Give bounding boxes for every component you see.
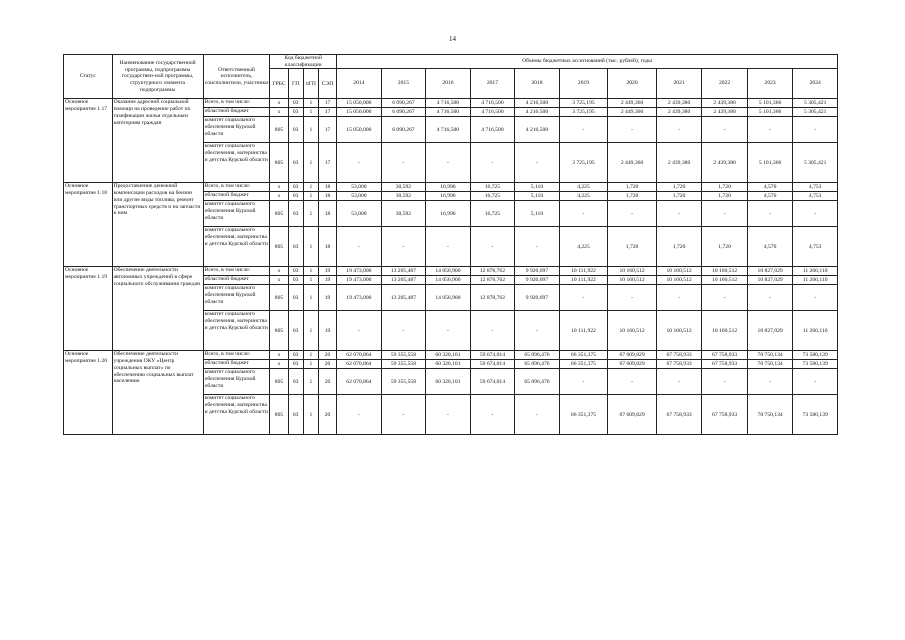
code-grbs-cell: 805 [270, 117, 288, 143]
code-grbs-cell: x [270, 351, 288, 360]
code-sep-cell: 17 [318, 99, 336, 108]
code-pgp-cell: 1 [303, 143, 318, 183]
value-cell: 4 716,500 [470, 117, 515, 143]
value-cell: 59 674,014 [470, 360, 515, 369]
value-cell: 5 305,421 [793, 99, 838, 108]
code-grbs-cell: x [270, 192, 288, 201]
code-sep-cell: 19 [318, 311, 336, 351]
value-cell: 1,720 [608, 227, 657, 267]
value-cell: 5,110 [515, 183, 560, 192]
value-cell: - [559, 201, 608, 227]
participant-cell: комитет социального обеспечения, материнства и детства Курской области [203, 395, 270, 435]
header-year: 2018 [515, 69, 560, 99]
code-sep-cell: 18 [318, 183, 336, 192]
header-code-gp: ГП [288, 69, 303, 99]
participant-cell: комитет социального обеспечения Курской области [203, 369, 270, 395]
value-cell: - [793, 117, 838, 143]
value-cell: 14 056,900 [426, 267, 471, 276]
value-cell: 10 111,922 [559, 267, 608, 276]
value-cell: 5 101,366 [747, 143, 793, 183]
code-grbs-cell: 805 [270, 201, 288, 227]
header-name: Наименование государственной программы, подпрограммы государствен-ной программы, структурного элемента подпрограммы [112, 55, 203, 99]
value-cell: 65 096,476 [515, 351, 560, 360]
value-cell: - [747, 369, 793, 395]
code-pgp-cell: 1 [303, 395, 318, 435]
participant-cell: комитет социального обеспечения Курской области [203, 285, 270, 311]
header-year: 2020 [608, 69, 657, 99]
value-cell: - [470, 143, 515, 183]
value-cell: 30,592 [381, 192, 426, 201]
budget-table [63, 54, 838, 435]
value-cell: - [656, 369, 702, 395]
value-cell: 16,725 [470, 192, 515, 201]
value-cell: 16,725 [470, 201, 515, 227]
code-sep-cell: 18 [318, 192, 336, 201]
value-cell: 59 674,014 [470, 351, 515, 360]
value-cell: 10 160,512 [608, 276, 657, 285]
header-status: Статус [64, 55, 113, 99]
value-cell: - [608, 201, 657, 227]
table-row [64, 267, 838, 276]
code-sep-cell: 20 [318, 369, 336, 395]
value-cell: 59 355,558 [381, 360, 426, 369]
value-cell: - [381, 227, 426, 267]
value-cell: 11 260,110 [793, 267, 838, 276]
header-year: 2015 [381, 69, 426, 99]
value-cell: 2 449,360 [608, 108, 657, 117]
value-cell: 70 750,134 [747, 351, 793, 360]
code-pgp-cell: 1 [303, 183, 318, 192]
value-cell: 67 758,933 [656, 360, 702, 369]
participant-cell: комитет социального обеспечения, материнства и детства Курской области [203, 227, 270, 267]
value-cell: - [608, 285, 657, 311]
code-pgp-cell: 1 [303, 276, 318, 285]
value-cell: 2 449,360 [608, 143, 657, 183]
value-cell: - [656, 285, 702, 311]
value-cell: 10 827,029 [747, 276, 793, 285]
code-gp-cell: 03 [288, 192, 303, 201]
code-pgp-cell: 1 [303, 192, 318, 201]
code-sep-cell: 20 [318, 395, 336, 435]
code-pgp-cell: 1 [303, 360, 318, 369]
value-cell: 19 473,000 [337, 285, 382, 311]
value-cell: 10 160,512 [656, 276, 702, 285]
code-gp-cell: 03 [288, 351, 303, 360]
value-cell: - [702, 201, 748, 227]
value-cell: 4,225 [559, 183, 608, 192]
header-code-sep: СЭП [318, 69, 336, 99]
value-cell: 6 090,267 [381, 117, 426, 143]
code-gp-cell: 03 [288, 267, 303, 276]
value-cell: 2 439,380 [702, 108, 748, 117]
code-pgp-cell: 1 [303, 285, 318, 311]
value-cell: 5 101,366 [747, 108, 793, 117]
header-executor: Ответственный исполнитель, соисполнители, участники [203, 55, 270, 99]
header-year: 2019 [559, 69, 608, 99]
value-cell: 19 473,000 [337, 267, 382, 276]
value-cell: 10 160,512 [702, 311, 748, 351]
value-cell: - [515, 143, 560, 183]
value-cell: 2 439,380 [702, 143, 748, 183]
value-cell: 9 920,697 [515, 267, 560, 276]
value-cell: 2 439,380 [656, 143, 702, 183]
value-cell: 60 320,101 [426, 351, 471, 360]
value-cell: 62 070,864 [337, 360, 382, 369]
code-sep-cell: 20 [318, 360, 336, 369]
code-grbs-cell: x [270, 360, 288, 369]
event-name: Обеспечение деятельности учреждения ОКУ «Центр социальных выплат» по обеспечению социальных выплат населению [112, 351, 203, 435]
code-grbs-cell: 805 [270, 285, 288, 311]
value-cell: 12 878,762 [470, 267, 515, 276]
value-cell: 4,225 [559, 192, 608, 201]
participant-cell: комитет социального обеспечения Курской области [203, 117, 270, 143]
code-gp-cell: 03 [288, 143, 303, 183]
value-cell: 70 750,134 [747, 360, 793, 369]
value-cell: 2 449,360 [608, 99, 657, 108]
value-cell: - [559, 117, 608, 143]
value-cell: 1,720 [702, 192, 748, 201]
table-row [64, 99, 838, 108]
value-cell: - [747, 285, 793, 311]
code-gp-cell: 03 [288, 201, 303, 227]
header-year: 2021 [656, 69, 702, 99]
value-cell: 15 050,000 [337, 117, 382, 143]
value-cell: - [608, 369, 657, 395]
value-cell: 1,720 [702, 227, 748, 267]
value-cell: - [747, 117, 793, 143]
event-status: Основное мероприятие 1.18 [64, 183, 113, 267]
table-header [64, 55, 838, 99]
value-cell: 67 609,829 [608, 395, 657, 435]
value-cell: 14 056,900 [426, 276, 471, 285]
code-gp-cell: 03 [288, 99, 303, 108]
code-sep-cell: 19 [318, 267, 336, 276]
header-budget-code: Код бюджетной классификации [270, 55, 337, 69]
code-sep-cell: 19 [318, 285, 336, 311]
value-cell: 5 101,366 [747, 99, 793, 108]
code-grbs-cell: 805 [270, 311, 288, 351]
value-cell: 67 758,933 [656, 395, 702, 435]
code-pgp-cell: 1 [303, 108, 318, 117]
value-cell: - [559, 369, 608, 395]
code-gp-cell: 03 [288, 285, 303, 311]
value-cell: - [702, 285, 748, 311]
value-cell: 4 716,500 [470, 108, 515, 117]
header-year: 2023 [747, 69, 793, 99]
value-cell: - [702, 117, 748, 143]
code-pgp-cell: 1 [303, 369, 318, 395]
value-cell: 66 351,375 [559, 395, 608, 435]
value-cell: 15 050,000 [337, 108, 382, 117]
value-cell: 11 260,110 [793, 311, 838, 351]
value-cell: 16,725 [470, 183, 515, 192]
value-cell: 59 355,558 [381, 351, 426, 360]
value-cell: 66 351,375 [559, 351, 608, 360]
value-cell: 12 878,762 [470, 285, 515, 311]
event-name: Оказание адресной социальной помощи на проведение работ по газификации жилья отдельным категориям граждан [112, 99, 203, 183]
value-cell: 4,570 [747, 227, 793, 267]
value-cell: - [656, 117, 702, 143]
value-cell: 4 716,500 [426, 99, 471, 108]
value-cell: - [470, 311, 515, 351]
code-gp-cell: 03 [288, 276, 303, 285]
value-cell: 4,570 [747, 192, 793, 201]
header-code-grbs: ГРБС [270, 69, 288, 99]
value-cell: 60 320,101 [426, 360, 471, 369]
value-cell: 67 758,933 [702, 351, 748, 360]
value-cell: 62 070,864 [337, 351, 382, 360]
code-pgp-cell: 1 [303, 99, 318, 108]
value-cell: 4 216,500 [515, 99, 560, 108]
value-cell: 10 160,512 [702, 276, 748, 285]
value-cell: 4 716,500 [426, 108, 471, 117]
value-cell: 70 750,134 [747, 395, 793, 435]
value-cell: - [559, 285, 608, 311]
code-pgp-cell: 1 [303, 351, 318, 360]
value-cell: 59 355,558 [381, 369, 426, 395]
value-cell: 67 758,933 [656, 351, 702, 360]
value-cell: 60 320,101 [426, 369, 471, 395]
value-cell: 4,753 [793, 192, 838, 201]
value-cell: - [515, 395, 560, 435]
participant-cell: комитет социального обеспечения Курской области [203, 201, 270, 227]
value-cell: 59 674,014 [470, 369, 515, 395]
value-cell: - [793, 201, 838, 227]
code-grbs-cell: 805 [270, 369, 288, 395]
value-cell: - [381, 143, 426, 183]
value-cell: 19 473,000 [337, 276, 382, 285]
code-gp-cell: 03 [288, 395, 303, 435]
value-cell: - [381, 311, 426, 351]
value-cell: 5,110 [515, 201, 560, 227]
header-year: 2016 [426, 69, 471, 99]
value-cell: 13 205,487 [381, 267, 426, 276]
value-cell: 67 609,829 [608, 351, 657, 360]
value-cell: - [470, 227, 515, 267]
value-cell: 53,000 [337, 192, 382, 201]
header-year: 2014 [337, 69, 382, 99]
table-row [64, 183, 838, 192]
event-status: Основное мероприятие 1.20 [64, 351, 113, 435]
value-cell: 65 096,476 [515, 360, 560, 369]
event-name: Обеспечение деятельности автономных учреждений в сфере социального обслуживания граждан [112, 267, 203, 351]
code-sep-cell: 20 [318, 351, 336, 360]
value-cell: - [608, 117, 657, 143]
code-grbs-cell: x [270, 267, 288, 276]
value-cell: 6 090,267 [381, 99, 426, 108]
value-cell: - [470, 395, 515, 435]
participant-cell: областной бюджет [203, 192, 270, 201]
table-row [64, 351, 838, 360]
value-cell: 73 580,139 [793, 351, 838, 360]
value-cell: 2 439,380 [656, 99, 702, 108]
value-cell: 4 716,500 [470, 99, 515, 108]
event-status: Основное мероприятие 1.19 [64, 267, 113, 351]
value-cell: 16,996 [426, 183, 471, 192]
value-cell: 3 725,195 [559, 143, 608, 183]
value-cell: - [337, 227, 382, 267]
event-status: Основное мероприятие 1.17 [64, 99, 113, 183]
value-cell: 30,592 [381, 201, 426, 227]
value-cell: 66 351,375 [559, 360, 608, 369]
page-number: 14 [449, 35, 456, 43]
header-year: 2022 [702, 69, 748, 99]
value-cell: 5,110 [515, 192, 560, 201]
value-cell: 53,000 [337, 183, 382, 192]
code-grbs-cell: x [270, 276, 288, 285]
value-cell: 10 827,029 [747, 311, 793, 351]
participant-cell: областной бюджет [203, 276, 270, 285]
value-cell: 10 160,512 [702, 267, 748, 276]
value-cell: 4 216,500 [515, 108, 560, 117]
value-cell: 4,753 [793, 183, 838, 192]
participant-cell: комитет социального обеспечения, материнства и детства Курской области [203, 311, 270, 351]
value-cell: - [337, 311, 382, 351]
value-cell: 4 716,500 [426, 117, 471, 143]
value-cell: - [426, 143, 471, 183]
code-grbs-cell: 805 [270, 395, 288, 435]
value-cell: 65 096,476 [515, 369, 560, 395]
code-pgp-cell: 1 [303, 311, 318, 351]
value-cell: 73 580,139 [793, 395, 838, 435]
header-code-pgp: пГП [303, 69, 318, 99]
value-cell: - [656, 201, 702, 227]
code-sep-cell: 18 [318, 201, 336, 227]
code-grbs-cell: x [270, 183, 288, 192]
value-cell: 1,720 [702, 183, 748, 192]
value-cell: 67 758,933 [702, 395, 748, 435]
value-cell: 14 056,900 [426, 285, 471, 311]
value-cell: 1,720 [608, 192, 657, 201]
value-cell: 10 160,512 [656, 267, 702, 276]
participant-cell: Всего, в том числе: [203, 99, 270, 108]
value-cell: - [426, 227, 471, 267]
value-cell: 3 725,195 [559, 108, 608, 117]
code-sep-cell: 18 [318, 227, 336, 267]
value-cell: 10 111,922 [559, 311, 608, 351]
value-cell: 10 111,922 [559, 276, 608, 285]
value-cell: - [793, 285, 838, 311]
code-sep-cell: 17 [318, 143, 336, 183]
value-cell: 10 160,512 [608, 267, 657, 276]
code-gp-cell: 03 [288, 360, 303, 369]
value-cell: - [515, 311, 560, 351]
code-sep-cell: 17 [318, 108, 336, 117]
value-cell: 2 439,380 [656, 108, 702, 117]
value-cell: 12 878,762 [470, 276, 515, 285]
value-cell: 62 070,864 [337, 369, 382, 395]
value-cell: 4,570 [747, 183, 793, 192]
code-pgp-cell: 1 [303, 201, 318, 227]
code-pgp-cell: 1 [303, 267, 318, 276]
value-cell: 5 305,421 [793, 108, 838, 117]
value-cell: - [515, 227, 560, 267]
value-cell: 1,720 [608, 183, 657, 192]
code-grbs-cell: x [270, 99, 288, 108]
value-cell: 1,720 [656, 227, 702, 267]
value-cell: - [426, 395, 471, 435]
participant-cell: Всего, в том числе: [203, 267, 270, 276]
value-cell: 11 260,110 [793, 276, 838, 285]
value-cell: 9 920,697 [515, 276, 560, 285]
table-body [64, 99, 838, 435]
code-sep-cell: 19 [318, 276, 336, 285]
value-cell: 10 160,512 [656, 311, 702, 351]
code-gp-cell: 03 [288, 369, 303, 395]
value-cell: 67 758,933 [702, 360, 748, 369]
value-cell: 4,225 [559, 227, 608, 267]
code-grbs-cell: 805 [270, 143, 288, 183]
participant-cell: областной бюджет [203, 360, 270, 369]
value-cell: 67 609,829 [608, 360, 657, 369]
value-cell: 30,592 [381, 183, 426, 192]
value-cell: - [337, 395, 382, 435]
value-cell: 1,720 [656, 192, 702, 201]
value-cell: 10 827,029 [747, 267, 793, 276]
header-volumes: Объемы бюджетных ассигнований (тыс. рублей), годы [337, 55, 838, 69]
code-grbs-cell: x [270, 108, 288, 117]
value-cell: - [426, 311, 471, 351]
code-gp-cell: 03 [288, 183, 303, 192]
code-pgp-cell: 1 [303, 117, 318, 143]
value-cell: - [381, 395, 426, 435]
code-gp-cell: 03 [288, 108, 303, 117]
participant-cell: Всего, в том числе: [203, 351, 270, 360]
code-sep-cell: 17 [318, 117, 336, 143]
header-year: 2024 [793, 69, 838, 99]
value-cell: - [747, 201, 793, 227]
value-cell: 3 725,195 [559, 99, 608, 108]
value-cell: 6 090,267 [381, 108, 426, 117]
event-name: Предоставление денежной компенсации расходов на бензин или другие виды топлива, ремонт транспортных средств и на запчасти к ним [112, 183, 203, 267]
value-cell: - [793, 369, 838, 395]
value-cell: 2 439,380 [702, 99, 748, 108]
value-cell: - [337, 143, 382, 183]
header-year: 2017 [470, 69, 515, 99]
value-cell: 16,996 [426, 192, 471, 201]
value-cell: 13 205,487 [381, 285, 426, 311]
participant-cell: комитет социального обеспечения, материнства и детства Курской области [203, 143, 270, 183]
code-gp-cell: 03 [288, 117, 303, 143]
value-cell: 4,753 [793, 227, 838, 267]
code-pgp-cell: 1 [303, 227, 318, 267]
value-cell: 1,720 [656, 183, 702, 192]
value-cell: 4 216,500 [515, 117, 560, 143]
value-cell: 10 160,512 [608, 311, 657, 351]
value-cell: 53,000 [337, 201, 382, 227]
code-gp-cell: 03 [288, 311, 303, 351]
participant-cell: областной бюджет [203, 108, 270, 117]
value-cell: - [702, 369, 748, 395]
code-grbs-cell: 805 [270, 227, 288, 267]
value-cell: 73 580,139 [793, 360, 838, 369]
value-cell: 15 050,000 [337, 99, 382, 108]
value-cell: 16,996 [426, 201, 471, 227]
value-cell: 13 205,487 [381, 276, 426, 285]
code-gp-cell: 03 [288, 227, 303, 267]
participant-cell: Всего, в том числе: [203, 183, 270, 192]
value-cell: 5 305,421 [793, 143, 838, 183]
value-cell: 9 920,697 [515, 285, 560, 311]
